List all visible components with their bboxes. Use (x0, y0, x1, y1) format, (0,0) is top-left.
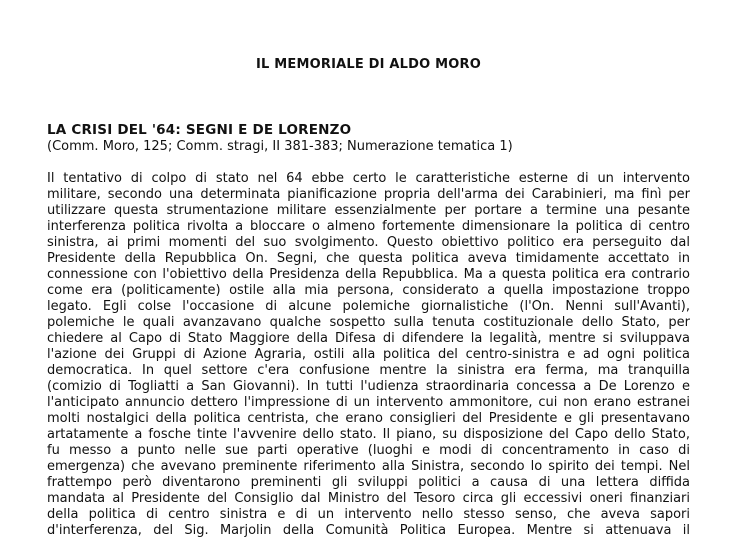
text-line: l'anticipato annuncio dettero l'impressione di un intervento ammonitore, cui non erano estranei (47, 395, 690, 410)
section-reference: (Comm. Moro, 125; Comm. stragi, II 381-383; Numerazione tematica 1) (47, 139, 513, 154)
text-line: frattempo però diventarono preminenti gli sviluppi politici a causa di una lettera diffida (47, 475, 690, 490)
text-line: emergenza) che avevano preminente riferimento alla Sinistra, secondo lo spirito dei tempi. Nel (47, 459, 690, 474)
text-line: Il tentativo di colpo di stato nel 64 ebbe certo le caratteristiche esterne di un intervento (47, 171, 690, 186)
text-line: militare, secondo una determinata pianificazione propria dell'arma dei Carabinieri, ma finì per (47, 187, 690, 202)
text-line: d'interferenza, del Sig. Marjolin della Comunità Politica Europea. Mentre si attenuava il (47, 523, 690, 538)
text-line: interferenza politica rivolta a bloccare o almeno fortemente dimensionare la politica di centro (47, 219, 690, 234)
text-line: fu messo a punto nelle sue parti operative (luoghi e modi di concentramento in caso di (47, 443, 690, 458)
text-line: della politica di centro sinistra e di un intervento nello stesso senso, che aveva sapori (47, 507, 690, 522)
text-line: molti nostalgici della politica centrista, che erano consiglieri del Presidente e gli presentavano (47, 411, 690, 426)
text-line: legato. Egli colse l'occasione di alcune polemiche giornalistiche (l'On. Nenni sull'Avanti), (47, 299, 690, 314)
text-line: sinistra, ai primi momenti del suo svolgimento. Questo obiettivo politico era perseguito dal (47, 235, 690, 250)
text-line: mandata al Presidente del Consiglio dal Ministro del Tesoro circa gli eccessivi oneri finanziari (47, 491, 690, 506)
body-paragraph (47, 171, 690, 539)
text-line: (comizio di Togliatti a San Giovanni). In tutti l'udienza straordinaria concessa a De Lorenzo e (47, 379, 690, 394)
text-line: connessione con l'obiettivo della Presidenza della Repubblica. Ma a questa politica era contrario (47, 267, 690, 282)
text-line: l'azione dei Gruppi di Azione Agraria, ostili alla politica del centro-sinistra e ad ogni politica (47, 347, 690, 362)
section-heading: LA CRISI DEL '64: SEGNI E DE LORENZO (47, 122, 352, 138)
text-line: Presidente della Repubblica On. Segni, che questa politica aveva timidamente accettato in (47, 251, 690, 266)
text-line: polemiche le quali avanzavano qualche sospetto sulla tenuta costituzionale dello Stato, per (47, 315, 690, 330)
text-line: come era (politicamente) ostile alla mia persona, considerato a quella impostazione troppo (47, 283, 690, 298)
text-line: democratica. In quel settore c'era confusione mentre la sinistra era ferma, ma tranquilla (47, 363, 690, 378)
text-line: chiedere al Capo di Stato Maggiore della Difesa di difendere la legalità, mentre si sviluppava (47, 331, 690, 346)
text-line: utilizzare questa strumentazione militare essenzialmente per portare a termine una pesante (47, 203, 690, 218)
document-title: IL MEMORIALE DI ALDO MORO (256, 57, 481, 72)
text-line: artatamente a fosche tinte l'avvenire dello stato. Il piano, su disposizione del Capo dello Stato, (47, 427, 690, 442)
